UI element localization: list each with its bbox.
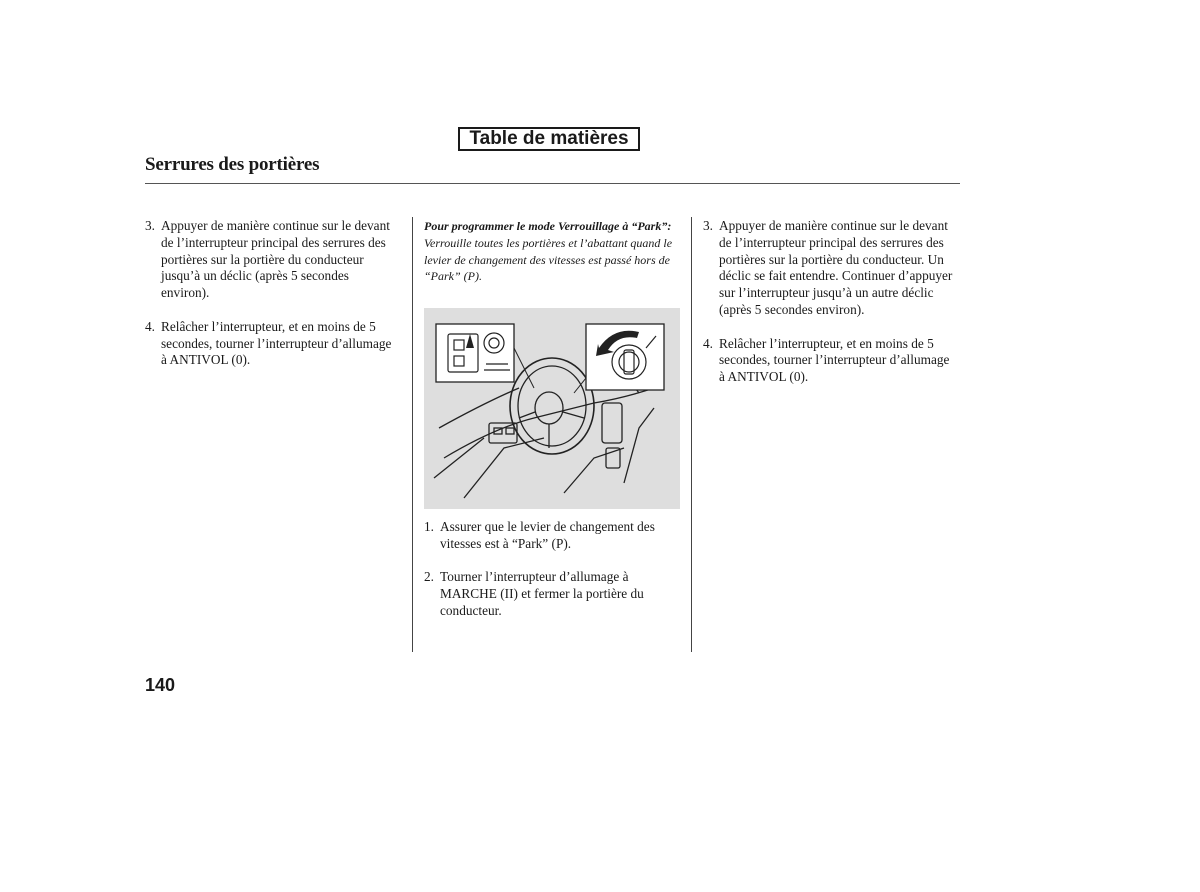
item-number: 1. (424, 519, 434, 534)
list-item (145, 218, 393, 302)
table-of-contents-link[interactable]: Table de matières (458, 127, 640, 151)
list-item (703, 218, 955, 319)
item-text: Tourner l’interrupteur d’allumage à MARCHE (II) et fermer la portière du conducteur. (440, 569, 644, 618)
list-item (703, 336, 955, 386)
note-body: Verrouille toutes les portières et l’abattant quand le levier de changement des vitesses est passé hors de “Park” (P). (424, 235, 673, 284)
item-number: 3. (703, 218, 713, 233)
list-item (424, 569, 680, 619)
item-text: Relâcher l’interrupteur, et en moins de 5 secondes, tourner l’interrupteur d’allumage à ANTIVOL (0). (161, 318, 392, 368)
section-title: Serrures des portières (145, 154, 320, 175)
note-heading: Pour programmer le mode Verrouillage à “Park”: (424, 219, 672, 233)
header-rule (145, 183, 960, 184)
item-text: Assurer que le levier de changement des vitesses est à “Park” (P). (440, 519, 655, 551)
item-number: 2. (424, 569, 434, 585)
item-text: Relâcher l’interrupteur, et en moins de 5 secondes, tourner l’interrupteur d’allumage à ANTIVOL (0). (719, 335, 950, 385)
column-divider-right (691, 217, 692, 652)
illustration-svg (424, 308, 680, 509)
item-text: Appuyer de manière continue sur le devant de l’interrupteur principal des serrures des portières sur la portière du conducteur. Un déclic se fait entendre. Continuer d’appuyer sur l’interrupteur jusqu’à un autre déclic (après 5 secondes environ). (719, 218, 953, 317)
car-interior-illustration (424, 308, 680, 509)
list-item (145, 319, 393, 369)
page-number: 140 (145, 675, 176, 695)
right-column (703, 218, 955, 403)
item-number: 4. (703, 335, 713, 351)
item-text: Appuyer de manière continue sur le devant de l’interrupteur principal des serrures des portières sur la portière du conducteur jusqu’à un déclic (après 5 secondes environ). (161, 218, 390, 301)
left-column (145, 218, 393, 386)
item-number: 4. (145, 318, 155, 334)
middle-steps (424, 519, 680, 637)
item-number: 3. (145, 218, 155, 233)
list-item (424, 519, 680, 553)
column-divider-left (412, 217, 413, 652)
middle-column (424, 218, 680, 285)
